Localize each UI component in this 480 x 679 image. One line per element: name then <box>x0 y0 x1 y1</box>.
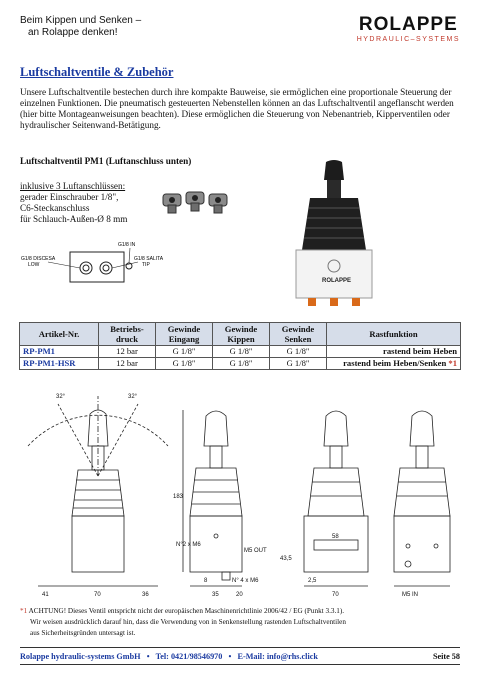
fitting-1 <box>163 194 181 213</box>
col-header-druck: Betriebs- druck <box>99 323 156 346</box>
col-header-rast: Rastfunktion <box>327 323 461 346</box>
dim-8: 8 <box>204 578 208 584</box>
col-header-art: Artikel-Nr. <box>20 323 99 346</box>
col-header-senken: Gewinde Senken <box>270 323 327 346</box>
cell-kippen: G 1/8" <box>213 358 270 370</box>
cell-senken: G 1/8" <box>270 346 327 358</box>
cell-rast: rastend beim Heben/Senken *1 <box>327 358 461 370</box>
port-label-in: G1/8 IN <box>118 242 136 248</box>
brand-name: ROLAPPE <box>358 14 458 35</box>
drawing-view-front <box>28 396 168 586</box>
page-title: Luftschaltventile & Zubehör <box>20 65 174 79</box>
valve-photo <box>282 158 386 310</box>
valve-brand-label: ROLAPPE <box>322 278 352 284</box>
footer-rule-top <box>20 647 460 648</box>
dim-n4: N° 4 x M6 <box>232 578 259 584</box>
warning-note <box>20 606 465 639</box>
dim-70b: 70 <box>332 592 339 598</box>
cell-eingang: G 1/8" <box>156 358 213 370</box>
valve-port-3 <box>352 298 360 306</box>
port-diagram <box>20 238 170 290</box>
valve-knob <box>324 160 344 180</box>
dim-20: 20 <box>236 592 243 598</box>
dim-41: 41 <box>42 592 49 598</box>
cell-art: RP-PM1 <box>20 346 99 358</box>
port-label-tip: G1/8 SALITA <box>134 256 164 262</box>
note-line-1: *1 ACHTUNG! Dieses Ventil entspricht nicht der europäischen Maschinenrichtlinie 2006/42 / EG (Punkt 3.3.1). <box>20 607 345 615</box>
table-row <box>20 346 461 358</box>
cell-kippen: G 1/8" <box>213 346 270 358</box>
cell-druck: 12 bar <box>99 358 156 370</box>
cell-senken: G 1/8" <box>270 358 327 370</box>
drawing-view-side <box>183 410 242 586</box>
dim-35: 35 <box>212 592 219 598</box>
footer-tel: Tel: 0421/98546970 <box>155 652 223 661</box>
dim-183: 183 <box>173 494 184 500</box>
cell-druck: 12 bar <box>99 346 156 358</box>
footer-company: Rolappe hydraulic-systems GmbH <box>20 652 141 661</box>
slogan <box>20 15 141 39</box>
includes-line-1: gerader Einschrauber 1/8", <box>20 192 119 202</box>
port-label-low-2: LOW <box>28 262 40 268</box>
table-row <box>20 358 461 370</box>
note-marker: *1 <box>20 607 28 615</box>
valve-port-1 <box>308 298 316 306</box>
drawing-view-rear <box>304 411 368 586</box>
table-header-row <box>20 323 461 346</box>
cell-eingang: G 1/8" <box>156 346 213 358</box>
technical-drawing <box>18 386 462 604</box>
includes-list <box>20 181 127 225</box>
dim-m5-in: M5 IN <box>402 592 419 598</box>
slogan-line-2: an Rolappe denken! <box>28 27 118 38</box>
slogan-line-1: Beim Kippen und Senken – <box>20 15 142 26</box>
dim-m5-out: M5 OUT <box>244 548 267 554</box>
valve-port-2 <box>330 298 338 306</box>
valve-boot <box>302 198 366 250</box>
cell-rast: rastend beim Heben <box>327 346 461 358</box>
dim-angle-right: 32° <box>128 394 138 400</box>
includes-line-2: C6-Steckanschluss <box>20 203 90 213</box>
brand-logo <box>357 14 460 43</box>
fitting-2 <box>186 192 204 211</box>
product-subtitle: Luftschaltventil PM1 (Luftanschluss unten) <box>20 156 192 166</box>
drawing-view-right <box>394 411 450 586</box>
air-fittings-image <box>160 188 232 218</box>
includes-line-3: für Schlauch-Außen-Ø 8 mm <box>20 214 128 224</box>
note-line-3: aus Sicherheitsgründen untersagt ist. <box>30 629 136 637</box>
dim-70a: 70 <box>94 592 101 598</box>
dim-43: 43,5 <box>280 556 292 562</box>
port-label-low: G1/8 DISCESA <box>21 256 56 262</box>
dim-angle-left: 32° <box>56 394 66 400</box>
brand-subline: HYDRAULIC–SYSTEMS <box>356 36 460 43</box>
footer-email[interactable]: E-Mail: info@rhs.click <box>237 652 318 661</box>
footer-rule-bottom <box>20 664 460 665</box>
valve-housing <box>296 250 372 298</box>
note-line-2: Wir weisen ausdrücklich darauf hin, dass die Verwendung von in Senkenstellung rastenden Luftschaltventilen <box>30 618 346 626</box>
footer: Rolappe hydraulic-systems GmbH • Tel: 0421/98546970 • E-Mail: info@rhs.click Seite 58 <box>20 652 460 661</box>
dim-n2: N°2 x M6 <box>176 542 201 548</box>
valve-shaft <box>327 180 341 198</box>
dim-58: 58 <box>332 534 339 540</box>
intro-paragraph: Unsere Luftschaltventile bestechen durch ihre kompakte Bauweise, sie ermöglichen eine proportionale Steuerung der einzelnen Funktionen. Die pneumatisch gesteuerten Nebenstellen können an das Luftschaltventil angeflanscht werden (hier bitte Montageanweisungen beachten). Diese ermöglichen die Steuerung von Nebenantrieb, Kipperventilen oder hydraulischer Seitenwand-Betätigung. <box>20 87 454 130</box>
page-number: Seite 58 <box>432 652 460 661</box>
spec-table <box>19 322 461 370</box>
dim-36: 36 <box>142 592 149 598</box>
col-header-eingang: Gewinde Eingang <box>156 323 213 346</box>
includes-heading: inklusive 3 Luftanschlüssen: <box>20 181 126 191</box>
fitting-3 <box>209 194 227 213</box>
cell-art: RP-PM1-HSR <box>20 358 99 370</box>
dim-25: 2,5 <box>308 578 317 584</box>
col-header-kippen: Gewinde Kippen <box>213 323 270 346</box>
port-label-tip-2: TIP <box>142 262 150 268</box>
